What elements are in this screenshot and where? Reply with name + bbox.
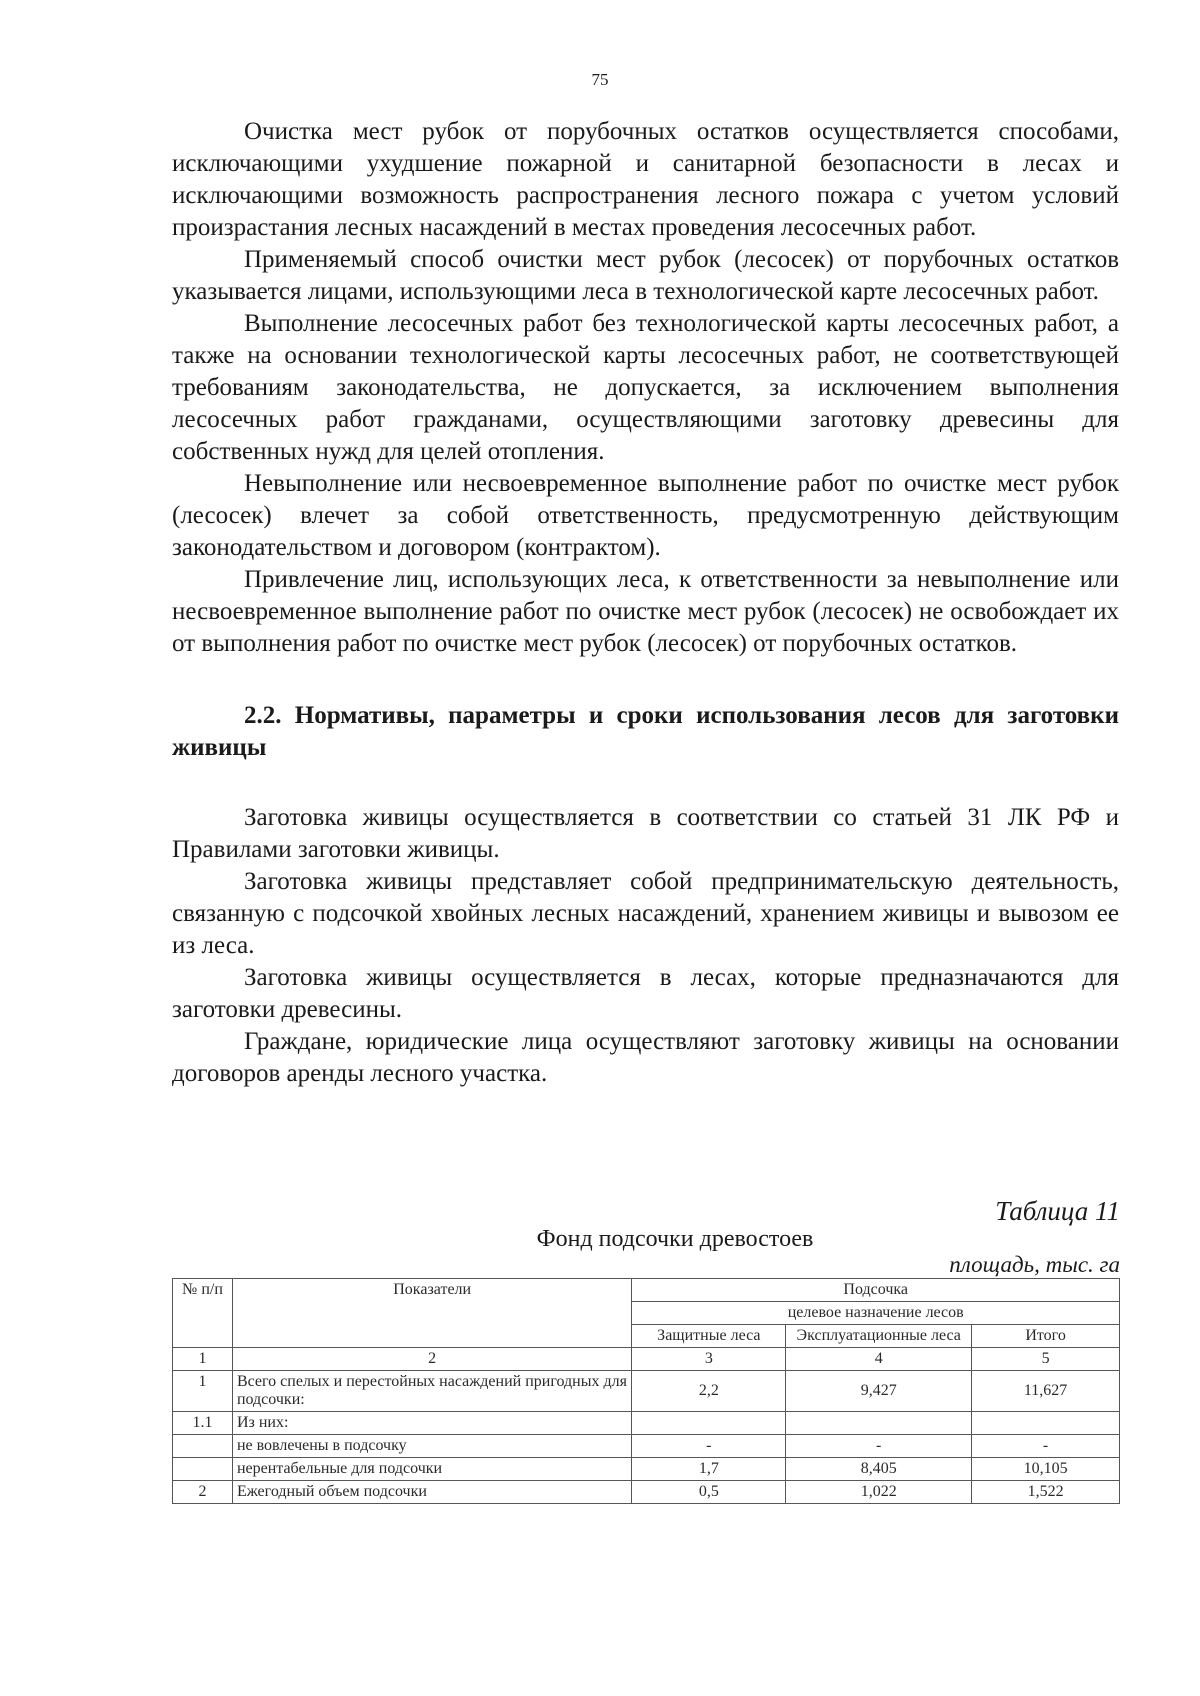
header-protective: Защитные леса	[632, 1325, 786, 1348]
paragraph: Невыполнение или несвоевременное выполнение работ по очистке мест рубок (лесосек) влечет за собой ответственность, предусмотренную действующим законодательством и договором (контрактом).	[172, 470, 1119, 561]
row-total: 11,627	[972, 1371, 1120, 1412]
row-protective: -	[632, 1435, 786, 1458]
paragraph: Выполнение лесосечных работ без технологической карты лесосечных работ, а также на основании технологической карты лесосечных работ, не соответствующей требованиям законодательства, не допускается, за исключением выполнения лесосечных работ гражданами, осуществляющими заготовку древесины для собственных нужд для целей отопления.	[172, 310, 1119, 465]
row-exploitation	[786, 1412, 972, 1435]
row-exploitation: 9,427	[786, 1371, 972, 1412]
column-number: 3	[632, 1348, 786, 1371]
row-protective: 0,5	[632, 1481, 786, 1504]
row-total: 1,522	[972, 1481, 1120, 1504]
paragraph: Применяемый способ очистки мест рубок (лесосек) от порубочных остатков указывается лицами, использующими леса в технологической карте лесосечных работ.	[172, 246, 1119, 305]
paragraph: Граждане, юридические лица осуществляют заготовку живицы на основании договоров аренды лесного участка.	[172, 1028, 1119, 1087]
column-number: 2	[232, 1348, 631, 1371]
column-number-row	[173, 1348, 1120, 1371]
paragraph: Заготовка живицы осуществляется в соответствии со статьей 31 ЛК РФ и Правилами заготовки живицы.	[172, 804, 1119, 863]
row-num	[173, 1458, 233, 1481]
header-num: № п/п	[173, 1279, 233, 1348]
row-total	[972, 1412, 1120, 1435]
row-total: 10,105	[972, 1458, 1120, 1481]
row-protective	[632, 1412, 786, 1435]
table-row	[173, 1371, 1120, 1412]
row-num: 1.1	[173, 1412, 233, 1435]
table-row	[173, 1412, 1120, 1435]
main-text	[172, 116, 1119, 1090]
row-num: 2	[173, 1481, 233, 1504]
paragraph: Привлечение лиц, использующих леса, к ответственности за невыполнение или несвоевременное выполнение работ по очистке мест рубок (лесосек) не освобождает их от выполнения работ по очистке мест рубок (лесосек) от порубочных остатков.	[172, 566, 1119, 657]
row-protective: 1,7	[632, 1458, 786, 1481]
row-protective: 2,2	[632, 1371, 786, 1412]
table-unit: площадь, тыс. га	[949, 1252, 1120, 1277]
header-subgroup: целевое назначение лесов	[632, 1302, 1120, 1325]
paragraph: Заготовка живицы осуществляется в лесах, которые предназначаются для заготовки древесины.	[172, 964, 1119, 1023]
row-exploitation: 1,022	[786, 1481, 972, 1504]
row-name: не вовлечены в подсочку	[232, 1435, 631, 1458]
row-name: нерентабельные для подсочки	[232, 1458, 631, 1481]
row-total: -	[972, 1435, 1120, 1458]
header-group: Подсочка	[632, 1279, 1120, 1302]
row-name: Из них:	[232, 1412, 631, 1435]
table-title: Фонд подсочки древостоев	[536, 1226, 814, 1252]
row-exploitation: 8,405	[786, 1458, 972, 1481]
row-exploitation: -	[786, 1435, 972, 1458]
header-total: Итого	[972, 1325, 1120, 1348]
paragraph: Заготовка живицы представляет собой предпринимательскую деятельность, связанную с подсочкой хвойных лесных насаждений, хранением живицы и вывозом ее из леса.	[172, 868, 1119, 959]
page-number: 75	[591, 70, 609, 89]
row-num	[173, 1435, 233, 1458]
header-indicators: Показатели	[232, 1279, 631, 1348]
table-label: Таблица 11	[995, 1196, 1120, 1226]
header-exploitation: Эксплуатационные леса	[786, 1325, 972, 1348]
column-number: 5	[972, 1348, 1120, 1371]
column-number: 4	[786, 1348, 972, 1371]
paragraph: Очистка мест рубок от порубочных остатков осуществляется способами, исключающими ухудшение пожарной и санитарной безопасности в лесах и исключающими возможность распространения лесного пожара с учетом условий произрастания лесных насаждений в местах проведения лесосечных работ.	[172, 118, 1119, 241]
row-num: 1	[173, 1371, 233, 1412]
table-row	[173, 1481, 1120, 1504]
table-row	[173, 1435, 1120, 1458]
column-number: 1	[173, 1348, 233, 1371]
table-row	[173, 1458, 1120, 1481]
fund-table	[172, 1278, 1120, 1504]
row-name: Всего спелых и перестойных насаждений пригодных для подсочки:	[232, 1371, 631, 1412]
row-name: Ежегодный объем подсочки	[232, 1481, 631, 1504]
section-heading: 2.2. Нормативы, параметры и сроки использования лесов для заготовки живицы	[172, 702, 1119, 761]
